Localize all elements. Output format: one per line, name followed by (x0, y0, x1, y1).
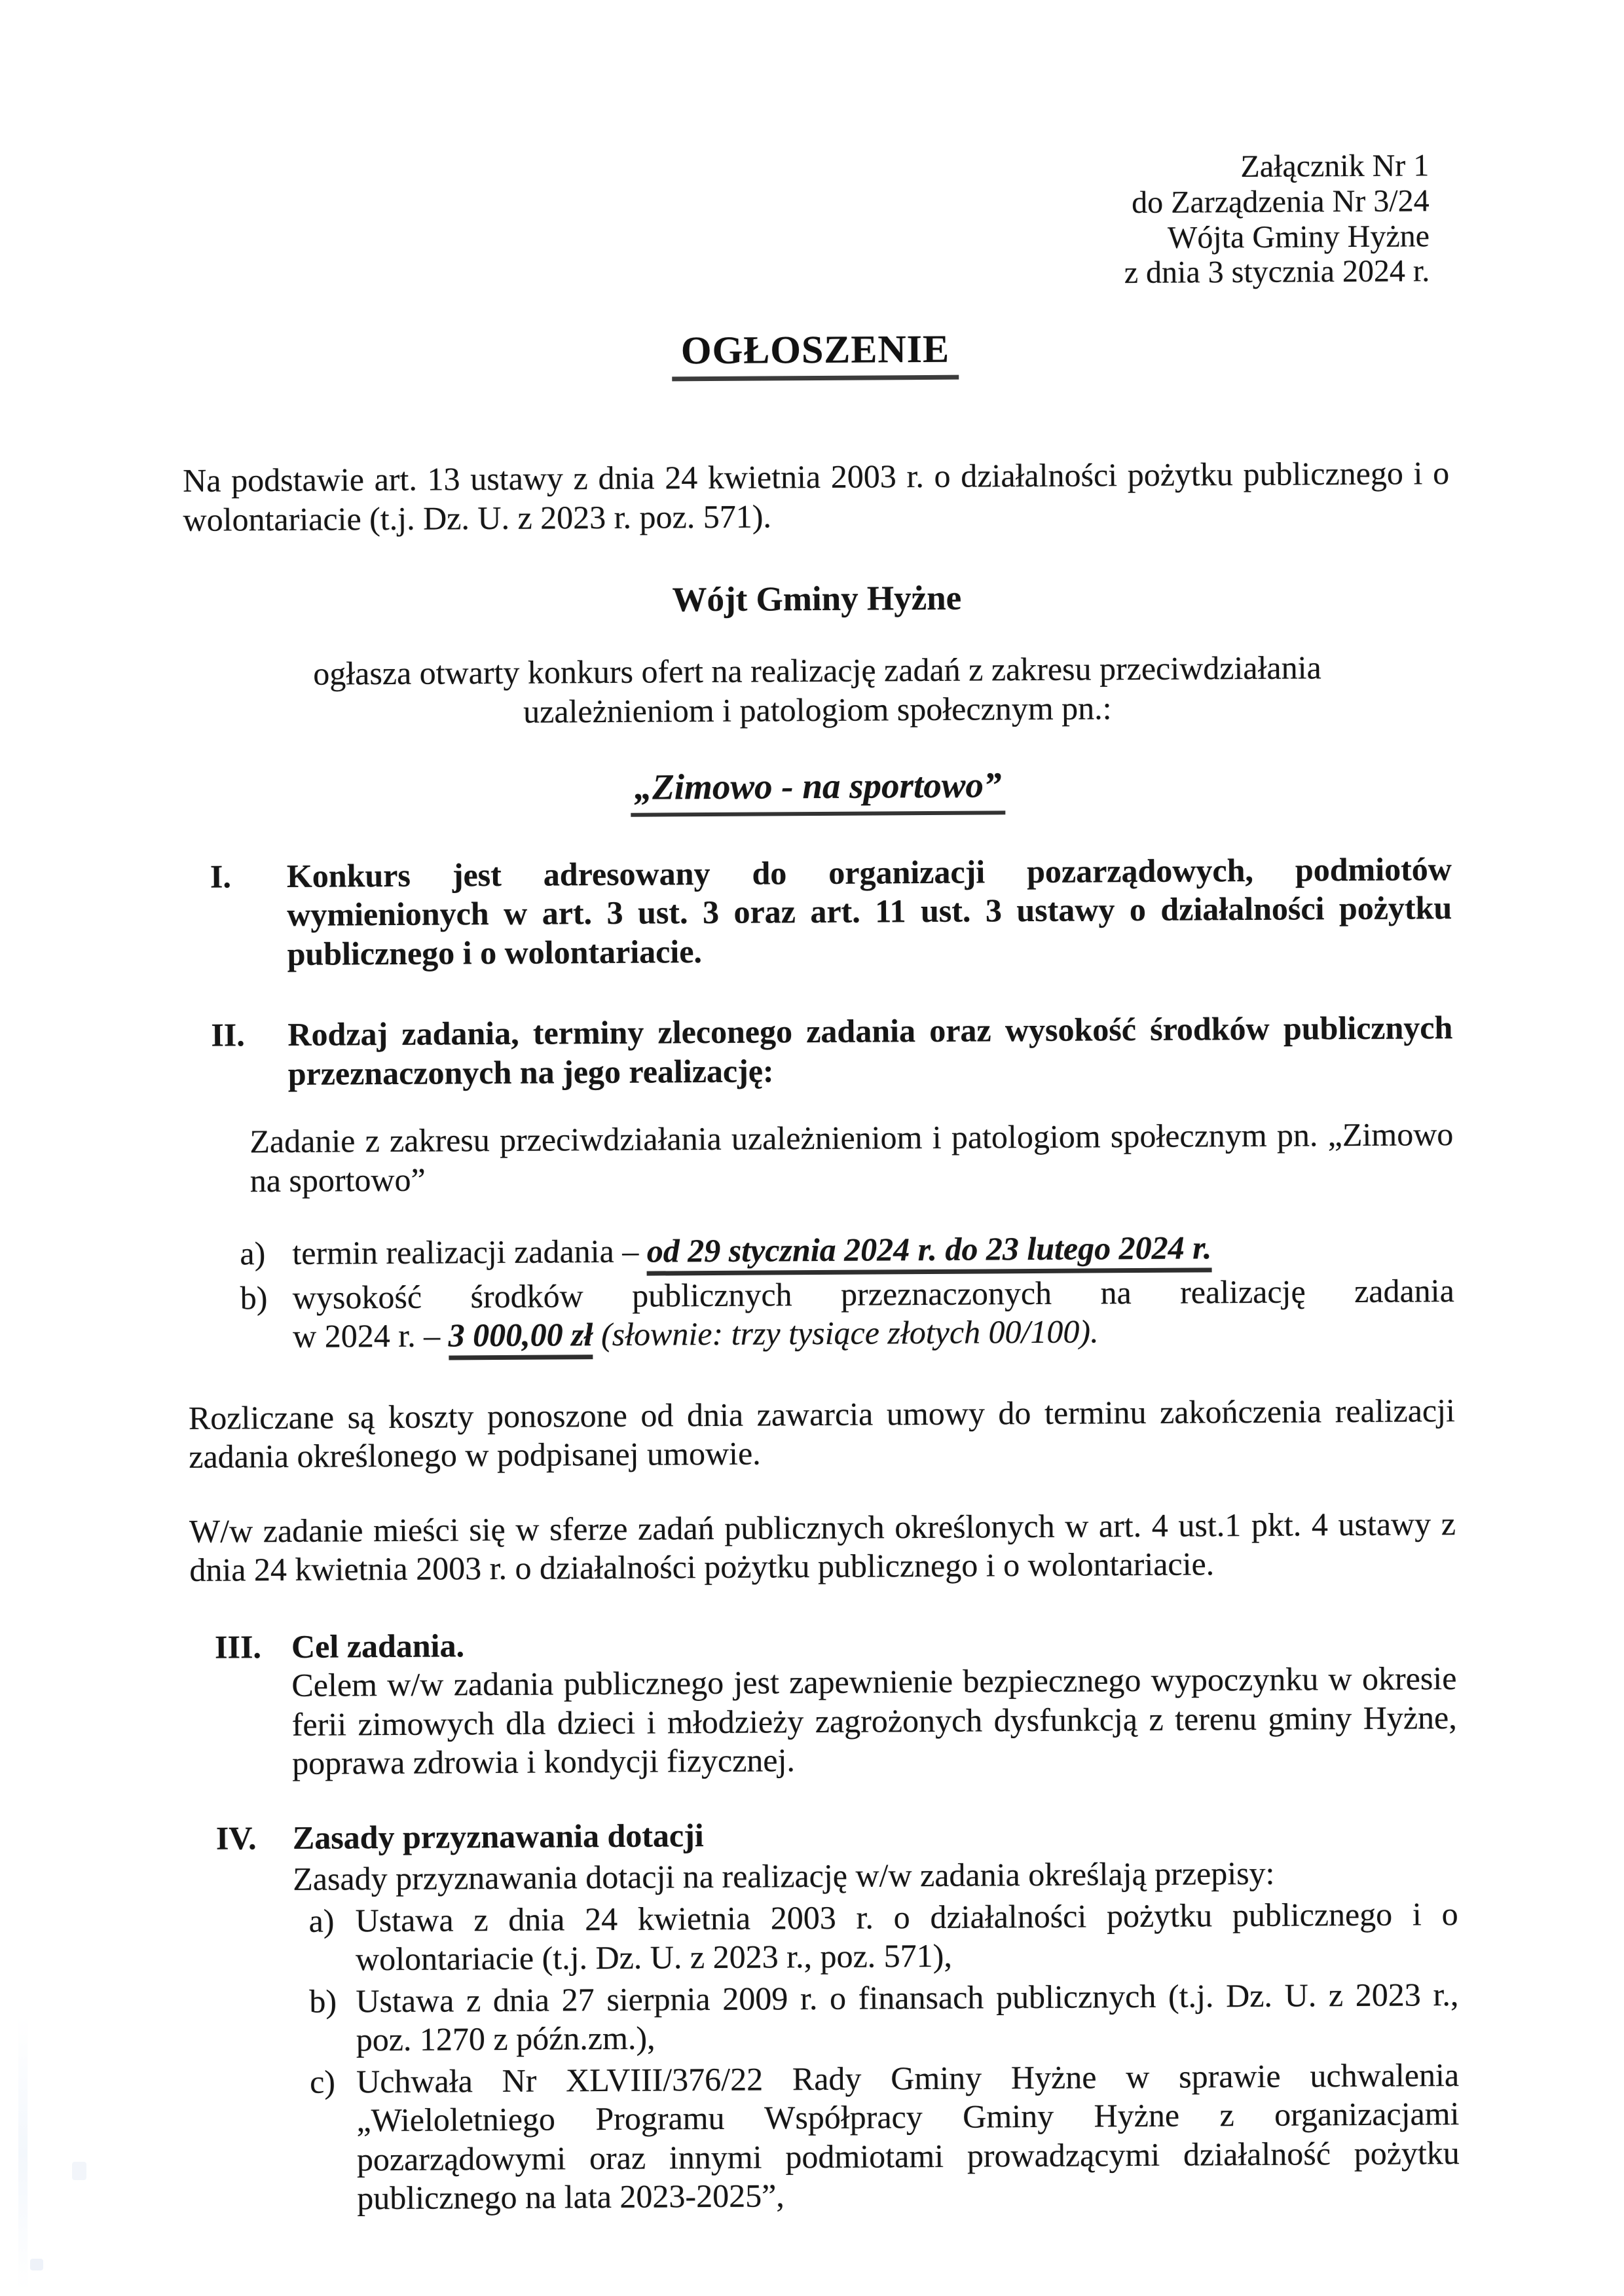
attachment-line: Załącznik Nr 1 (1240, 148, 1430, 185)
issuer-name: Wójt Gminy Hyżne (672, 579, 962, 619)
task-title-wrap (185, 761, 1451, 820)
item-c-marker: c) (309, 2063, 336, 2100)
settlement-paragraph: Rozliczane są koszty ponoszone od dnia zawarcia umowy do terminu zakończenia realizacji zadania określonego w podpisanej umowie. (188, 1391, 1456, 1476)
item-b-year-prefix: w 2024 r. – (293, 1317, 449, 1355)
item-a-marker: a) (308, 1902, 335, 1939)
item-a-term-value: od 29 stycznia 2024 r. do 23 lutego 2024 r. (647, 1230, 1212, 1276)
item-a-marker: a) (240, 1235, 266, 1272)
item-b-text: Ustawa z dnia 27 sierpnia 2009 r. o finansach publicznych (t.j. Dz. U. z 2023 r., poz. 1270 z późn.zm.), (356, 1975, 1459, 2058)
item-a-text: Ustawa z dnia 24 kwietnia 2003 r. o działalności pożytku publicznego i o wolontariacie (t.j. Dz. U. z 2023 r., poz. 571), (355, 1895, 1458, 1978)
item-b-amount-words: (słownie: trzy tysiące złotych 00/100). (593, 1313, 1099, 1353)
attachment-line: z dnia 3 stycznia 2024 r. (1124, 253, 1430, 291)
item-b-marker: b) (309, 1982, 337, 2020)
section-1 (185, 850, 1452, 974)
section-3 (190, 1620, 1457, 1784)
announcement-paragraph: ogłasza otwarty konkurs ofert na realizację zadań z zakresu przeciwdziałania uzależnieniom i patologiom społecznym pn.: (313, 649, 1321, 730)
document-title-wrap (182, 323, 1449, 384)
section-4-heading: Zasady przyznawania dotacji (292, 1816, 704, 1856)
scan-artifact (18, 2016, 28, 2291)
section-3-body: Celem w/w zadania publicznego jest zapewnienie bezpiecznego wypoczynku w okresie ferii zimowych dla dzieci i młodzieży zagrożonych dysfunkcją z terenu gminy Hyżne, poprawa zdrowia i kondycji fizycznej. (291, 1660, 1457, 1782)
section-2-items (187, 1227, 1454, 1357)
scan-artifact (72, 2162, 86, 2180)
task-title: „Zimowo - na sportowo” (630, 764, 1005, 817)
list-item-b (188, 1271, 1455, 1357)
section-2-heading: Rodzaj zadania, terminy zleconego zadania oraz wysokość środków publicznych przeznaczonych na jego realizację: (287, 1009, 1453, 1092)
document-title: OGŁOSZENIE (672, 326, 959, 382)
section-2 (186, 1008, 1453, 1094)
task-description-paragraph: Zadanie z zakresu przeciwdziałania uzależnieniom i patologiom społecznym pn. „Zimowo na sportowo” (249, 1116, 1454, 1199)
section-3-number: III. (214, 1628, 262, 1666)
section-4-items (191, 1895, 1460, 2219)
section-4-number: IV. (215, 1819, 257, 1857)
attachment-line: Wójta Gminy Hyżne (1167, 218, 1430, 255)
item-b-amount: 3 000,00 zł (449, 1317, 593, 1360)
attachment-line: do Zarządzenia Nr 3/24 (1132, 183, 1430, 220)
item-b-line2 (293, 1310, 1454, 1356)
document-content (180, 0, 1460, 2219)
scan-artifact (30, 2259, 43, 2270)
section-3-heading: Cel zadania. (291, 1627, 465, 1665)
item-b-line1: wysokość środków publicznych przeznaczonych na realizację zadania (292, 1271, 1454, 1316)
item-b-marker: b) (240, 1279, 268, 1317)
section-2-number: II. (211, 1016, 245, 1054)
section-4-intro: Zasady przyznawania dotacji na realizację w/w zadania określają przepisy: (293, 1855, 1275, 1898)
item-c-text: Uchwała Nr XLVIII/376/22 Rady Gminy Hyżne w sprawie uchwalenia „Wieloletniego Programu Współpracy Gminy Hyżne z organizacjami pozarządowymi oraz innymi podmiotami prowadzącymi działalność pożytku publicznego na lata 2023-2025”, (356, 2056, 1460, 2217)
attachment-block (181, 148, 1430, 297)
scope-paragraph: W/w zadanie mieści się w sferze zadań publicznych określonych w art. 4 ust.1 pkt. 4 ustawy z dnia 24 kwietnia 2003 r. o działalności pożytku publicznego i o wolontariacie. (189, 1504, 1456, 1589)
list-item-b (192, 1975, 1459, 2061)
section-1-number: I. (210, 858, 232, 895)
list-item-c (193, 2056, 1460, 2219)
section-1-text: Konkurs jest adresowany do organizacji pozarządowych, podmiotów wymienionych w art. 3 ust. 3 oraz art. 11 ust. 3 ustawy o działalności pożytku publicznego i o wolontariacie. (286, 850, 1452, 972)
item-a-label: termin realizacji zadania – (292, 1233, 647, 1272)
list-item-a (187, 1227, 1454, 1273)
list-item-a (191, 1895, 1458, 1980)
legal-basis-paragraph: Na podstawie art. 13 ustawy z dnia 24 kwietnia 2003 r. o działalności pożytku publicznego i o wolontariacie (t.j. Dz. U. z 2023 r. poz. 571). (183, 454, 1450, 538)
section-4 (191, 1812, 1458, 1900)
